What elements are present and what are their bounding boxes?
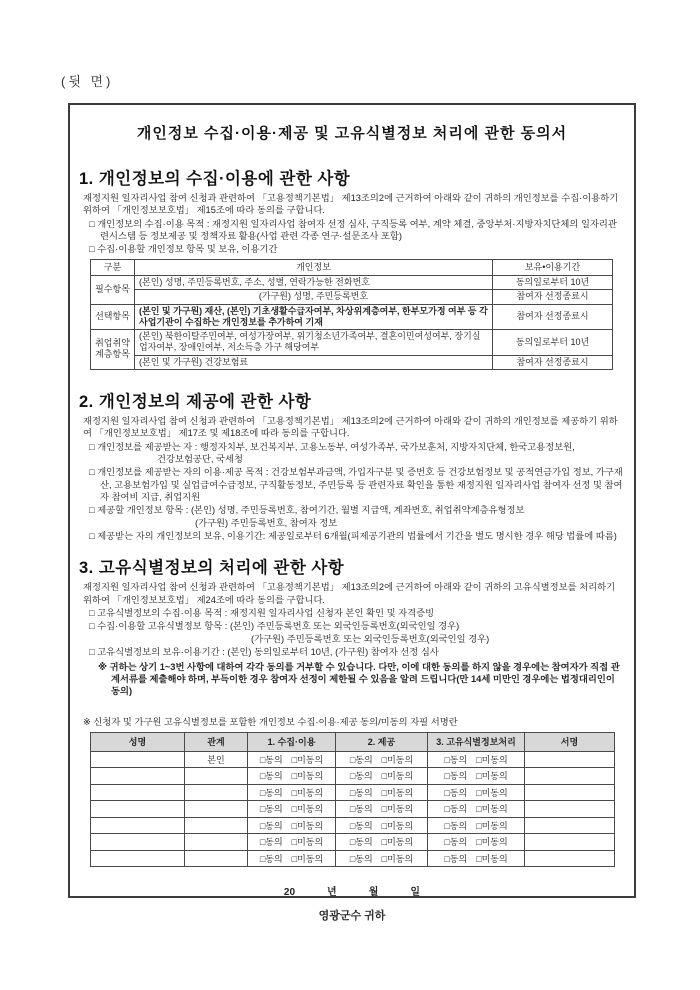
agree-checkbox[interactable]: □동의 xyxy=(444,837,468,848)
disagree-checkbox[interactable]: □미동의 xyxy=(291,787,324,798)
form-title: 개인정보 수집·이용·제공 및 고유식별정보 처리에 관한 동의서 xyxy=(136,125,568,142)
relation-field[interactable] xyxy=(185,784,248,801)
disagree-checkbox[interactable]: □미동의 xyxy=(476,804,508,815)
col-header-signature: 서명 xyxy=(525,732,615,751)
signature-header-row xyxy=(91,732,615,751)
signature-table xyxy=(90,732,615,868)
collect-use-consent-cell xyxy=(248,834,336,851)
section1-intro: 재정지원 일자리사업 참여 신청과 관련하여 「고용정책기본법」 제13조의2에 근거하여 아래와 같이 귀하의 개인정보를 수집·이용하기 위하여 「개인정보보호법」 제15조에 따라 동의를 구합니다. xyxy=(83,193,619,216)
date-month-label: 월 xyxy=(368,887,379,899)
unique-id-consent-cell xyxy=(428,751,525,768)
agree-checkbox[interactable]: □동의 xyxy=(444,754,468,765)
signature-field[interactable] xyxy=(525,768,615,785)
col-header-period: 보유•이용기간 xyxy=(493,259,613,275)
agree-checkbox[interactable]: □동의 xyxy=(444,820,468,831)
collect-use-consent-cell xyxy=(248,801,336,818)
signature-row xyxy=(91,768,615,785)
personal-info-table xyxy=(90,259,613,370)
section2-bullet-recipients: □ 개인정보를 제공받는 자 : 행정자치부, 보건복지부, 고용노동부, 여성가족부, 국가보훈처, 지방자치단체, 한국고용정보원, xyxy=(89,441,575,452)
required-self-period: 동의일로부터 10년 xyxy=(493,276,613,290)
disagree-checkbox[interactable]: □미동의 xyxy=(381,820,414,831)
disagree-checkbox[interactable]: □미동의 xyxy=(476,837,508,848)
vulnerable-family-period: 참여자 선정종료시 xyxy=(493,355,613,369)
disagree-checkbox[interactable]: □미동의 xyxy=(291,820,324,831)
signature-field[interactable] xyxy=(525,751,615,768)
name-field[interactable] xyxy=(91,751,185,768)
optional-items-label: 선택항목 xyxy=(91,304,135,330)
signature-row xyxy=(91,751,615,768)
section1-heading: 1. 개인정보의 수집·이용에 관한 사항 xyxy=(79,170,351,188)
col-header-provide: 2. 제공 xyxy=(336,732,428,751)
date-day-label: 일 xyxy=(410,887,421,899)
disagree-checkbox[interactable]: □미동의 xyxy=(381,754,414,765)
addressee: 영광군수 귀하 xyxy=(318,910,386,923)
name-field[interactable] xyxy=(91,850,185,867)
optional-info: (본인 및 가구원) 재산, (본인) 기초생활수급자여부, 차상위계층여부, 한부모가정 여부 등 각 사업기관이 수집하는 개인정보를 추가하여 기재 xyxy=(135,304,493,330)
unique-id-consent-cell xyxy=(428,850,525,867)
section3-bullet-retention: □ 고유식별정보의 보유·이용기간 : (본인) 동의일로부터 10년, (가구원) 참여자 선정 심사 xyxy=(89,647,439,658)
provide-consent-cell xyxy=(336,850,428,867)
signature-field[interactable] xyxy=(525,834,615,851)
disagree-checkbox[interactable]: □미동의 xyxy=(476,853,508,864)
unique-id-consent-cell xyxy=(428,817,525,834)
unique-id-consent-cell xyxy=(428,834,525,851)
section3-bullet-items: □ 수집·이용할 고유식별정보 항목 : (본인) 주민등록번호 또는 외국인등록번호(외국인일 경우) xyxy=(89,621,460,632)
signature-field[interactable] xyxy=(525,784,615,801)
section1-bullet-items: □ 수집·이용할 개인정보 항목 및 보유, 이용기간 xyxy=(89,244,278,255)
disagree-checkbox[interactable]: □미동의 xyxy=(381,771,414,782)
signature-field[interactable] xyxy=(525,817,615,834)
section2-recipients-cont: 건강보험공단, 국세청 xyxy=(157,453,243,464)
disagree-checkbox[interactable]: □미동의 xyxy=(291,804,324,815)
disagree-checkbox[interactable]: □미동의 xyxy=(381,787,414,798)
agree-checkbox[interactable]: □동의 xyxy=(259,754,283,765)
optional-period: 참여자 선정종료시 xyxy=(493,304,613,330)
agree-checkbox[interactable]: □동의 xyxy=(259,853,283,864)
table-row xyxy=(91,304,613,330)
required-family-info: (가구원) 성명, 주민등록번호 xyxy=(135,290,493,304)
collect-use-consent-cell xyxy=(248,768,336,785)
disagree-checkbox[interactable]: □미동의 xyxy=(381,804,414,815)
disagree-checkbox[interactable]: □미동의 xyxy=(381,853,414,864)
agree-checkbox[interactable]: □동의 xyxy=(349,837,373,848)
name-field[interactable] xyxy=(91,801,185,818)
collect-use-consent-cell xyxy=(248,850,336,867)
disagree-checkbox[interactable]: □미동의 xyxy=(291,853,324,864)
required-self-info: (본인) 성명, 주민등록번호, 주소, 성별, 연락가능한 전화번호 xyxy=(135,276,493,290)
disagree-checkbox[interactable]: □미동의 xyxy=(476,820,508,831)
disagree-checkbox[interactable]: □미동의 xyxy=(476,787,508,798)
agree-checkbox[interactable]: □동의 xyxy=(349,754,373,765)
agree-checkbox[interactable]: □동의 xyxy=(444,853,468,864)
section3-heading: 3. 고유식별정보의 처리에 관한 사항 xyxy=(79,559,345,578)
back-side-label: (뒷 면) xyxy=(61,74,114,89)
relation-field[interactable] xyxy=(185,768,248,785)
relation-field[interactable] xyxy=(185,834,248,851)
signature-row xyxy=(91,817,615,834)
date-line xyxy=(79,883,625,898)
provide-consent-cell xyxy=(336,817,428,834)
provide-consent-cell xyxy=(336,834,428,851)
agree-checkbox[interactable]: □동의 xyxy=(349,804,373,815)
signature-table-caption: ※ 신청자 및 가구원 고유식별정보를 포함한 개인정보 수집·이용·제공 동의/미동의 자필 서명란 xyxy=(83,716,458,727)
section3-intro: 재정지원 일자리사업 참여 신청과 관련하여 「고용정책기본법」 제13조의2에 근거하여 아래와 같이 귀하의 고유식별정보를 처리하기 위하여 「개인정보보호법」 제24조에 따라 동의를 구합니다. xyxy=(83,582,616,605)
agree-checkbox[interactable]: □동의 xyxy=(259,837,283,848)
provide-consent-cell xyxy=(336,784,428,801)
signature-row xyxy=(91,784,615,801)
date-year-prefix: 20 xyxy=(283,887,296,899)
collect-use-consent-cell xyxy=(248,784,336,801)
provide-consent-cell xyxy=(336,768,428,785)
agree-checkbox[interactable]: □동의 xyxy=(444,771,468,782)
agree-checkbox[interactable]: □동의 xyxy=(259,771,283,782)
name-field[interactable] xyxy=(91,817,185,834)
collect-use-consent-cell xyxy=(248,817,336,834)
section2-heading: 2. 개인정보의 제공에 관한 사항 xyxy=(79,392,312,411)
unique-id-consent-cell xyxy=(428,768,525,785)
section2-bullet-retention: □ 제공받는 자의 개인정보의 보유, 이용기간: 제공일로부터 6개월(피제공기관의 법률에서 기간을 별도 명시한 경우 해당 법률에 따름) xyxy=(89,531,617,542)
col-header-category: 구분 xyxy=(91,259,135,275)
date-year-label: 년 xyxy=(327,887,337,899)
vulnerable-family-info: (본인 및 가구원) 건강보험료 xyxy=(135,355,493,369)
name-field[interactable] xyxy=(91,784,185,801)
relation-field[interactable] xyxy=(185,850,248,867)
signature-row xyxy=(91,801,615,818)
agree-checkbox[interactable]: □동의 xyxy=(444,804,468,815)
relation-field: 본인 xyxy=(185,751,248,768)
table-row xyxy=(91,290,613,304)
disagree-checkbox[interactable]: □미동의 xyxy=(476,754,508,765)
signature-row xyxy=(91,834,615,851)
refusal-notice: ※ 귀하는 상기 1~3번 사항에 대하여 각각 동의를 거부할 수 있습니다. 다만, 이에 대한 동의를 하지 않을 경우에는 참여자가 직접 관계서류를 제출해야 하며, 부득이한 경우 참여자 선정이 제한될 수 있음을 알려 드립니다(만 14세 미만인 경우에는 법정대리인이 동의) xyxy=(98,661,620,697)
col-header-relation: 관계 xyxy=(185,732,248,751)
col-header-collect-use: 1. 수집·이용 xyxy=(248,732,336,751)
collect-use-consent-cell xyxy=(248,751,336,768)
unique-id-consent-cell xyxy=(428,801,525,818)
agree-checkbox[interactable]: □동의 xyxy=(444,787,468,798)
disagree-checkbox[interactable]: □미동의 xyxy=(476,771,508,782)
section3-items-cont: (가구원) 주민등록번호 또는 외국인등록번호(외국인일 경우) xyxy=(251,633,490,644)
vulnerable-self-period: 동의일로부터 10년 xyxy=(493,330,613,356)
agree-checkbox[interactable]: □동의 xyxy=(349,820,373,831)
vulnerable-self-info: (본인) 북한이탈주민여부, 여성가장여부, 위기청소년가족여부, 결혼이민여성여부, 장기실업자여부, 장애인여부, 저소득층 가구 해당여부 xyxy=(135,330,493,356)
section2-items-cont: (가구원) 주민등록번호, 참여자 정보 xyxy=(195,517,338,528)
agree-checkbox[interactable]: □동의 xyxy=(349,787,373,798)
provide-consent-cell xyxy=(336,801,428,818)
col-header-name: 성명 xyxy=(91,732,185,751)
disagree-checkbox[interactable]: □미동의 xyxy=(291,754,324,765)
table-row xyxy=(91,330,613,356)
signature-field[interactable] xyxy=(525,801,615,818)
disagree-checkbox[interactable]: □미동의 xyxy=(381,837,414,848)
table-header-row xyxy=(91,259,613,275)
unique-id-consent-cell xyxy=(428,784,525,801)
name-field[interactable] xyxy=(91,768,185,785)
table-row xyxy=(91,355,613,369)
agree-checkbox[interactable]: □동의 xyxy=(259,820,283,831)
provide-consent-cell xyxy=(336,751,428,768)
section2-bullet-purpose: □ 개인정보를 제공받는 자의 이용·제공 목적 : 건강보험부과금액, 가입자구분 및 증번호 등 건강보험정보 및 공적연금가입 정보, 가구재산, 고용보험가입 및 실업급여수급정보, 구직활동정보, 주민등록 등 관련자료 확인을 통한 재정지원 일자리사업 참여자 선정 및 참여자 참여비 지급, 취업지원 xyxy=(89,467,623,502)
required-family-period: 참여자 선정종료시 xyxy=(493,290,613,304)
disagree-checkbox[interactable]: □미동의 xyxy=(291,837,324,848)
disagree-checkbox[interactable]: □미동의 xyxy=(291,771,324,782)
section2-bullet-items: □ 제공할 개인정보 항목 : (본인) 성명, 주민등록번호, 참여기간, 월별 지급액, 계좌번호, 취업취약계층유형정보 xyxy=(89,505,525,516)
agree-checkbox[interactable]: □동의 xyxy=(259,787,283,798)
col-header-unique-id: 3. 고유식별정보처리 xyxy=(428,732,525,751)
relation-field[interactable] xyxy=(185,801,248,818)
table-row xyxy=(91,276,613,290)
section1-bullet-purpose: □ 개인정보의 수집·이용 목적 : 재정지원 일자리사업 참여자 선정 심사, 구직등록 여부, 계약 체결, 중앙부처·지방자치단체의 일자리관련시스템 등 정보제공 및 정책자료 활용(사업 관련 각종 연구·설문조사 포함) xyxy=(89,218,617,242)
required-items-label: 필수항목 xyxy=(91,276,135,305)
agree-checkbox[interactable]: □동의 xyxy=(259,804,283,815)
name-field[interactable] xyxy=(91,834,185,851)
signature-row xyxy=(91,850,615,867)
agree-checkbox[interactable]: □동의 xyxy=(349,771,373,782)
col-header-info: 개인정보 xyxy=(135,259,493,275)
signature-field[interactable] xyxy=(525,850,615,867)
relation-field[interactable] xyxy=(185,817,248,834)
section3-bullet-purpose: □ 고유식별정보의 수집·이용 목적 : 재정지원 일자리사업 신청자 본인 확인 및 자격증빙 xyxy=(89,608,435,619)
vulnerable-items-label: 취업취약 계층항목 xyxy=(91,330,135,370)
section2-intro: 재정지원 일자리사업 참여 신청과 관련하여 「고용정책기본법」 제13조의2에 근거하여 아래와 같이 귀하의 개인정보를 제공하기 위하여 「개인정보보호법」 제17조 및 제18조에 따라 동의를 구합니다. xyxy=(83,415,618,439)
consent-form-box xyxy=(68,103,636,923)
agree-checkbox[interactable]: □동의 xyxy=(349,853,373,864)
